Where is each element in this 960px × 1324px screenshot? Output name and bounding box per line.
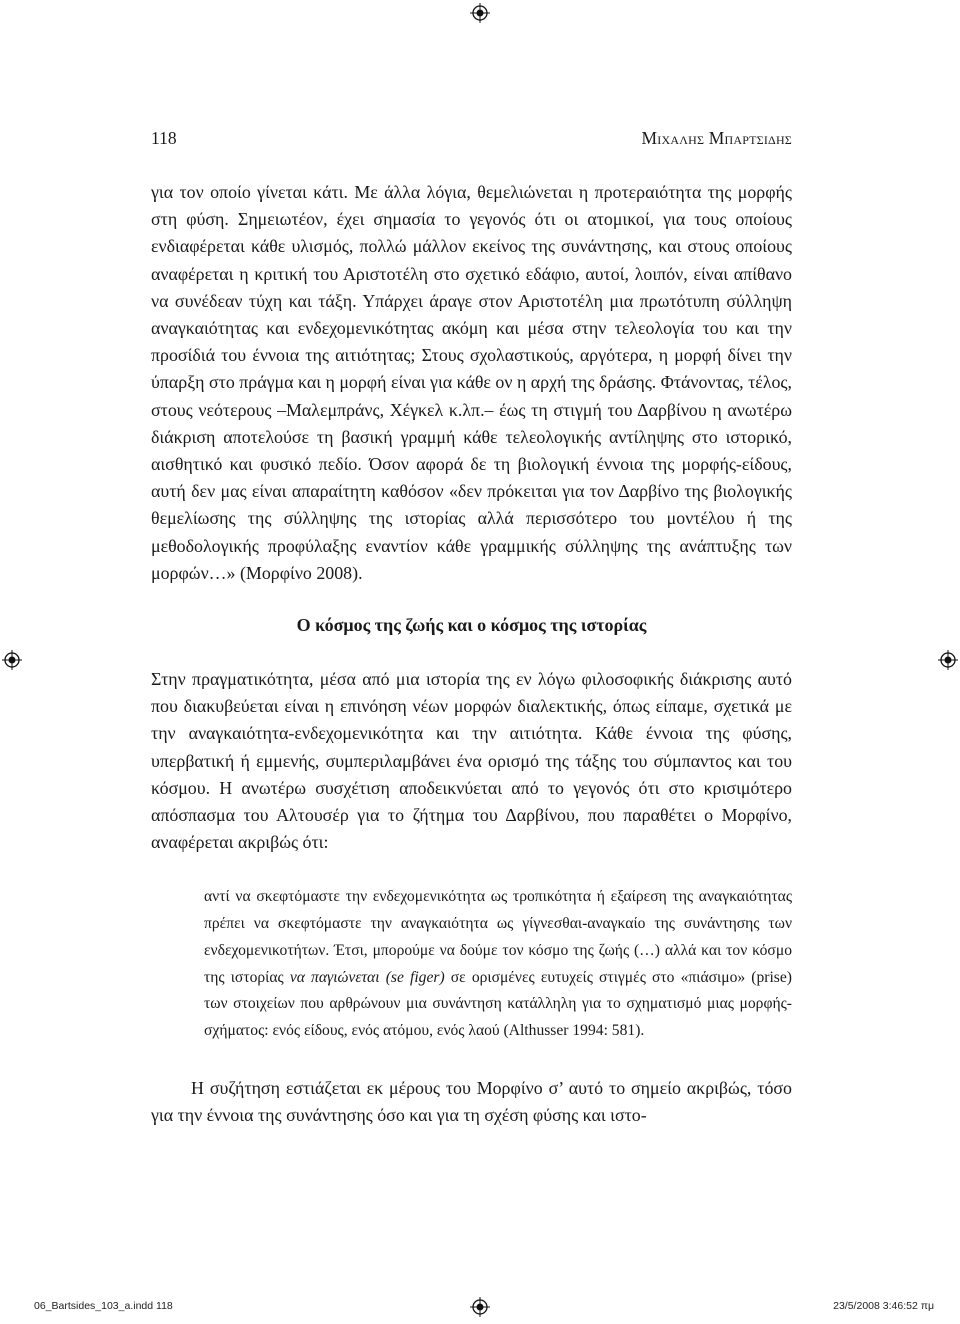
block-quote — [204, 884, 792, 1044]
block-quote-italic-phrase: να παγιώνεται (se figer) — [289, 968, 445, 986]
block-quote-text-start: αντί να σκεφτόμαστε την ενδεχομενικότητα ως τροπικότητα ή εξαίρεση της αναγκαιότητας πρέπει να σκεφτόμαστε την αναγκαιότητα ως γίγνεσθαι-αναγκαίο της συνάντησης των ενδεχομενικοτήτων. Έτσι, μπορούμε να δούμε τον κόσμο της ζωής (…) αλλά και τον κόσμο της ιστορίας — [204, 888, 792, 986]
registration-mark-top-icon — [470, 3, 490, 23]
body-paragraph-3: Η συζήτηση εστιάζεται εκ μέρους του Μορφίνο σ’ αυτό το σημείο ακριβώς, τόσο για την έννοια της συνάντησης όσο και για τη σχέση φύσης και ιστο- — [151, 1077, 792, 1125]
slug-timestamp: 23/5/2008 3:46:52 πμ — [833, 1300, 934, 1312]
slug-filename: 06_Bartsides_103_a.indd 118 — [34, 1300, 173, 1312]
page-body — [151, 179, 792, 1129]
body-paragraph-2: Στην πραγματικότητα, μέσα από μια ιστορία της εν λόγω φιλοσοφικής διάκρισης αυτό που διακυβεύεται είναι η επινόηση νέων μορφών διαλεκτικής, όπως είπαμε, σχετικά με την αναγκαιότητα-ενδεχομενικότητα και την αιτιότητα. Κάθε έννοια της φύσης, υπερβατική ή εμμενής, συμπεριλαμβάνει ένα ορισμό της τάξης του σύμπαντος και του κόσμου. Η ανωτέρω συσχέτιση αποδεικνύεται από το γεγονός ότι στο κρισιμότερο απόσπασμα του Αλτουσέρ για το ζήτημα του Δαρβίνου, που παραθέτει ο Μορφίνο, αναφέρεται ακριβώς ότι: — [151, 669, 792, 853]
block-quote-text-end: σε ορισμένες ευτυχείς στιγμές στο «πιάσιμο» (prise) των στοιχείων που αρθρώνουν μια συνάντηση κατάλληλη για το σχηματισμό μιας μορφής-σχήματος: ενός είδους, ενός ατόμου, ενός λαού (Althusser 1994: 581). — [204, 968, 792, 1039]
registration-mark-right-icon — [938, 650, 958, 670]
page-number: 118 — [151, 128, 177, 148]
registration-mark-left-icon — [2, 650, 22, 670]
running-head-author: Μιχαλης Μπαρτσιδης — [641, 128, 792, 148]
section-heading: Ο κόσμος της ζωής και ο κόσμος της ιστορίας — [296, 615, 647, 636]
running-head — [151, 128, 792, 154]
body-paragraph-1: για τον οποίο γίνεται κάτι. Με άλλα λόγια, θεμελιώνεται η προτεραιότητα της μορφής στη φύση. Σημειωτέον, έχει σημασία το γεγονός ότι οι ατομικοί, για τους οποίους ενδιαφέρεται κάθε υλισμός, πολλώ μάλλον εκείνος της συνάντησης, και στους οποίους αναφέρεται η κριτική του Αριστοτέλη στο σχετικό εδάφιο, αυτοί, λοιπόν, είναι απίθανο να συνέδεαν τύχη και τάξη. Υπάρχει άραγε στον Αριστοτέλη μια πρωτότυπη σύλληψη αναγκαιότητας και ενδεχομενικότητας ακόμη και μέσα στην τελεολογία του και την προσίδιά του έννοια της αιτιότητας; Στους σχολαστικούς, αργότερα, η μορφή δίνει την ύπαρξη στο πράγμα και η μορφή είναι για κάθε ον η αρχή της δράσης. Φτάνοντας, τέλος, στους νεότερους –Μαλεμπράνς, Χέγκελ κ.λπ.– έως τη στιγμή του Δαρβίνου η ανωτέρω διάκριση αποτελούσε τη βασική γραμμή κάθε τελεολογικής αντίληψης στο ιστορικό, αισθητικό και φυσικό πεδίο. Όσον αφορά δε τη βιολογική έννοια της μορφής-είδους, αυτή δεν μας είναι απαραίτητη καθόσον «δεν πρόκειται για τον Δαρβίνο της βιολογικής θεμελίωσης της σύλληψης της ιστορίας αλλά περισσότερο του μοντέλου ή της μεθοδολογικής προφύλαξης εναντίον κάθε γραμμικής σύλληψης της ανάπτυξης των μορφών…» (Μορφίνο 2008). — [151, 182, 792, 583]
printer-slug — [34, 1300, 934, 1316]
